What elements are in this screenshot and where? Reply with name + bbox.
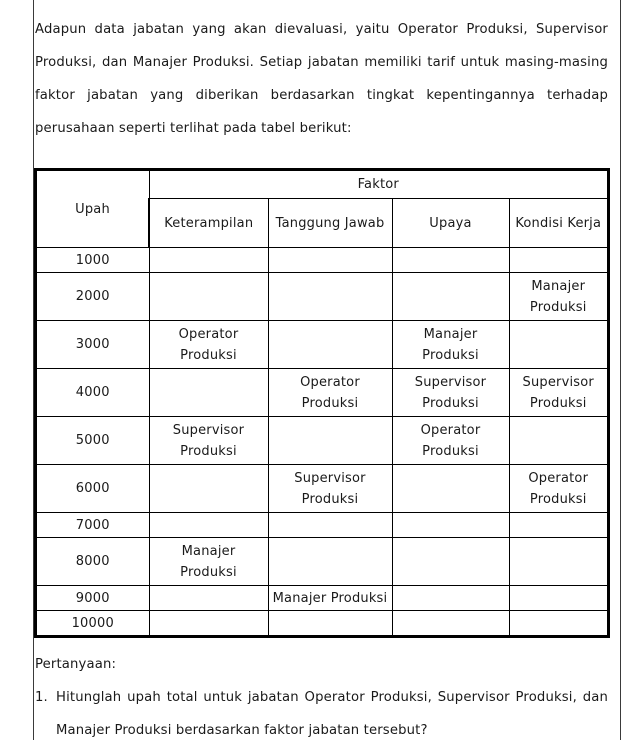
table-header [36, 170, 608, 248]
cell-keterampilan: Supervisor Produksi [149, 417, 268, 465]
table-row [36, 538, 608, 586]
cell-tanggung-jawab [268, 538, 392, 586]
question-text [56, 681, 608, 747]
cell-upah: 9000 [36, 586, 149, 611]
cell-upah: 6000 [36, 465, 149, 513]
cell-upaya [392, 465, 509, 513]
column-header-kondisi-kerja: Kondisi Kerja [509, 199, 608, 248]
questions-section [35, 648, 608, 747]
question-line-1: Hitunglah upah total untuk jabatan Operator Produksi, Supervisor Produksi, dan [56, 690, 608, 705]
question-number: 1. [35, 690, 48, 705]
cell-keterampilan [149, 248, 268, 273]
cell-tanggung-jawab [268, 611, 392, 637]
table-row [36, 611, 608, 637]
cell-keterampilan [149, 586, 268, 611]
cell-tanggung-jawab [268, 321, 392, 369]
cell-upaya [392, 248, 509, 273]
cell-kondisi-kerja: Manajer Produksi [509, 273, 608, 321]
table-row [36, 586, 608, 611]
cell-kondisi-kerja [509, 513, 608, 538]
cell-tanggung-jawab [268, 273, 392, 321]
cell-kondisi-kerja [509, 586, 608, 611]
wage-factor-table [35, 169, 609, 637]
column-header-upah: Upah [36, 170, 149, 248]
intro-paragraph [35, 0, 608, 145]
cell-upaya [392, 273, 509, 321]
intro-line-2: Produksi, dan Manajer Produksi. Setiap jabatan memiliki tarif untuk masing-masing [35, 55, 608, 70]
table-row [36, 273, 608, 321]
table-header-row-group [36, 170, 608, 199]
cell-kondisi-kerja [509, 611, 608, 637]
cell-tanggung-jawab [268, 248, 392, 273]
question-line-2: Manajer Produksi berdasarkan faktor jabatan tersebut? [56, 723, 428, 738]
cell-upah: 7000 [36, 513, 149, 538]
cell-kondisi-kerja: Operator Produksi [509, 465, 608, 513]
cell-upah: 2000 [36, 273, 149, 321]
page-right-margin-rule [620, 0, 621, 740]
page-left-margin-rule [33, 0, 34, 740]
cell-upaya: Operator Produksi [392, 417, 509, 465]
cell-keterampilan: Operator Produksi [149, 321, 268, 369]
cell-upah: 4000 [36, 369, 149, 417]
intro-line-3: faktor jabatan yang diberikan berdasarkan tingkat kepentingannya terhadap [35, 88, 608, 103]
cell-upaya: Manajer Produksi [392, 321, 509, 369]
cell-upaya [392, 538, 509, 586]
table-body [36, 248, 608, 637]
column-header-keterampilan: Keterampilan [149, 199, 268, 248]
cell-keterampilan [149, 513, 268, 538]
table-row [36, 369, 608, 417]
table-row [36, 321, 608, 369]
cell-upah: 8000 [36, 538, 149, 586]
cell-upah: 5000 [36, 417, 149, 465]
cell-kondisi-kerja [509, 538, 608, 586]
column-header-upaya: Upaya [392, 199, 509, 248]
cell-upaya [392, 611, 509, 637]
cell-tanggung-jawab: Manajer Produksi [268, 586, 392, 611]
column-header-faktor: Faktor [149, 170, 608, 199]
cell-keterampilan [149, 465, 268, 513]
questions-label: Pertanyaan: [35, 657, 117, 672]
cell-tanggung-jawab [268, 513, 392, 538]
cell-tanggung-jawab: Supervisor Produksi [268, 465, 392, 513]
intro-line-4: perusahaan seperti terlihat pada tabel berikut: [35, 121, 352, 136]
cell-upah: 3000 [36, 321, 149, 369]
table-row [36, 248, 608, 273]
cell-tanggung-jawab [268, 417, 392, 465]
cell-upaya: Supervisor Produksi [392, 369, 509, 417]
cell-kondisi-kerja: Supervisor Produksi [509, 369, 608, 417]
cell-kondisi-kerja [509, 321, 608, 369]
table-row [36, 417, 608, 465]
document-body [35, 0, 608, 747]
cell-tanggung-jawab: Operator Produksi [268, 369, 392, 417]
cell-upah: 1000 [36, 248, 149, 273]
cell-kondisi-kerja [509, 248, 608, 273]
table-row [36, 465, 608, 513]
cell-upah: 10000 [36, 611, 149, 637]
intro-line-1: Adapun data jabatan yang akan dievaluasi, yaitu Operator Produksi, Supervisor [35, 22, 608, 37]
cell-keterampilan [149, 369, 268, 417]
column-header-tanggung-jawab: Tanggung Jawab [268, 199, 392, 248]
cell-upaya [392, 586, 509, 611]
cell-keterampilan [149, 611, 268, 637]
question-item [35, 681, 608, 747]
cell-kondisi-kerja [509, 417, 608, 465]
cell-keterampilan [149, 273, 268, 321]
cell-keterampilan: Manajer Produksi [149, 538, 268, 586]
table-row [36, 513, 608, 538]
cell-upaya [392, 513, 509, 538]
